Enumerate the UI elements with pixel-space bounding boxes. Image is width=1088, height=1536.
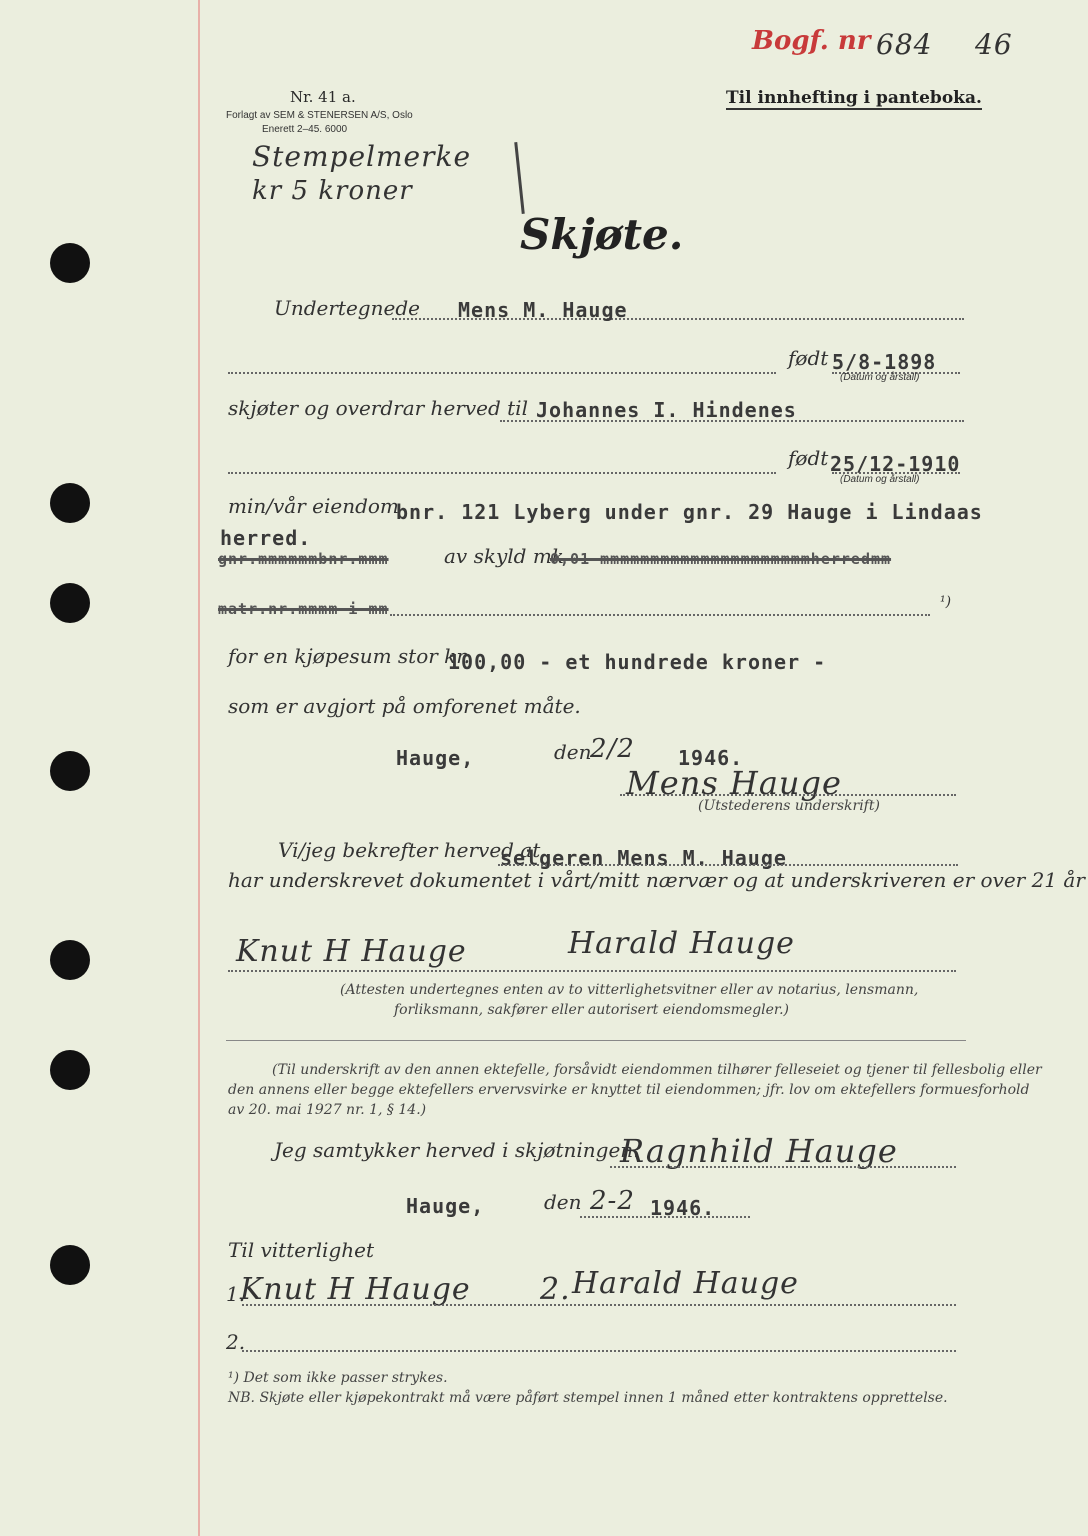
price-value: 100,00 - et hundrede kroner -	[448, 650, 827, 674]
footnote-2: NB. Skjøte eller kjøpekontrakt må være påført stempel innen 1 måned etter kontraktens opprettelse.	[228, 1390, 948, 1406]
attestation-label: Vi/jeg bekrefter herved at	[278, 838, 541, 862]
attestation-note-1: (Attesten undertegnes enten av to vitterlighetsvitner eller av notarius, lensmann,	[340, 982, 919, 998]
property-label: min/vår eiendom	[228, 494, 399, 518]
registration-number: 684	[876, 28, 933, 61]
undersigned-label: Undertegnede	[274, 296, 420, 320]
matr-line: matr.nr.mmmm i mm	[218, 600, 389, 618]
date-hint-2: (Datum og årstall)	[840, 474, 920, 485]
place-1: Hauge,	[396, 746, 475, 770]
punch-hole	[50, 940, 90, 980]
handwritten-bracket	[514, 142, 525, 214]
witness-signature-1: Knut H Hauge	[236, 934, 467, 969]
transfer-label: skjøter og overdrar herved til	[228, 396, 528, 420]
witness-1-signature: Knut H Hauge	[240, 1272, 471, 1307]
fill-line	[498, 864, 958, 866]
attestation-note-2: forliksmann, sakfører eller autorisert eiendomsmegler.)	[394, 1002, 789, 1018]
spouse-signature: Ragnhild Hauge	[620, 1132, 898, 1170]
consent-label: Jeg samtykker herved i skjøtningen.	[274, 1138, 640, 1162]
margin-line	[198, 0, 200, 1536]
fill-line	[580, 1216, 750, 1218]
date-hint-1: (Datum og årstall)	[840, 372, 920, 383]
born-label-2: født	[788, 446, 829, 470]
spouse-date-label: den	[544, 1190, 582, 1214]
date-label-1: den	[554, 740, 592, 764]
punch-hole	[50, 583, 90, 623]
issuer-signature: Mens Hauge	[626, 764, 842, 802]
property-value: bnr. 121 Lyberg under gnr. 29 Hauge i Lindaas	[396, 500, 983, 524]
property-continuation: herred.	[220, 526, 312, 550]
fill-line	[390, 614, 930, 616]
punch-hole	[50, 1245, 90, 1285]
footnote-1: ¹) Det som ikke passer strykes.	[228, 1370, 448, 1386]
stamp-note-line-1: Stempelmerke	[252, 140, 472, 173]
fill-line	[228, 472, 776, 474]
witness-number-2-inline: 2.	[540, 1272, 571, 1307]
spouse-place: Hauge,	[406, 1194, 485, 1218]
witness-2-signature: Harald Hauge	[572, 1266, 799, 1301]
witness-signature-2: Harald Hauge	[568, 926, 795, 961]
witness-number-1: 1.	[226, 1282, 246, 1306]
publisher-line-1: Forlagt av SEM & STENERSEN A/S, Oslo	[226, 110, 413, 121]
punch-hole	[50, 1050, 90, 1090]
fill-line	[242, 1304, 956, 1306]
fill-line	[242, 1350, 956, 1352]
divider	[226, 1040, 966, 1041]
spouse-note-3: av 20. mai 1927 nr. 1, § 14.)	[228, 1102, 427, 1118]
header-right-label: Til innhefting i panteboka.	[726, 88, 982, 108]
spouse-note-1: (Til underskrift av den annen ektefelle, forsåvidt eiendommen tilhører felleseiet og tjener til fellesbolig eller	[272, 1062, 1042, 1078]
year-1: 1946.	[678, 746, 744, 770]
signer-hint: (Utstederens underskrift)	[698, 798, 880, 814]
spouse-date: 2-2	[590, 1186, 635, 1216]
attestation-line-2: har underskrevet dokumentet i vårt/mitt nærvær og at underskriveren er over 21 år	[228, 868, 1085, 892]
witness-number-2: 2.	[226, 1330, 246, 1354]
punch-hole	[50, 751, 90, 791]
fill-line	[610, 1166, 956, 1168]
born-value-1: 5/8-1898	[832, 350, 937, 374]
undersigned-name: Mens M. Hauge	[458, 298, 628, 322]
born-label-1: født	[788, 346, 829, 370]
footnote-mark: ¹)	[940, 594, 952, 610]
fill-line	[228, 970, 956, 972]
date-1: 2/2	[590, 734, 635, 764]
fill-line	[620, 794, 956, 796]
price-label: for en kjøpesum stor kr.	[228, 644, 471, 668]
skyld-value: 0,01 mmmmmmmmmmmmmmmmmmmmmherredmm	[550, 550, 892, 568]
settled-label: som er avgjort på omforenet måte.	[228, 694, 581, 718]
document-title: Skjøte.	[520, 210, 684, 259]
born-value-2: 25/12-1910	[830, 452, 961, 476]
fill-line	[228, 372, 776, 374]
spouse-year: 1946.	[650, 1196, 716, 1220]
attestation-seller: selgeren Mens M. Hauge	[500, 846, 787, 870]
punch-hole	[50, 483, 90, 523]
witnesses-label: Til vitterlighet	[228, 1238, 375, 1262]
registration-year: 46	[975, 28, 1013, 61]
publisher-line-2: Enerett 2–45. 6000	[262, 124, 348, 135]
gnr-line: gnr.mmmmmmbnr.mmm	[218, 550, 389, 568]
spouse-note-2: den annens eller begge ektefellers ervervsvirke er knyttet til eiendommen; jfr. lov om ektefellers formuesforhold	[228, 1082, 1030, 1098]
stamp-note-line-2: kr 5 kroner	[252, 176, 413, 206]
registration-stamp: Bogf. nr	[752, 26, 871, 56]
skyld-label: av skyld mk	[444, 544, 564, 568]
recipient-name: Johannes I. Hindenes	[536, 398, 797, 422]
punch-hole	[50, 243, 90, 283]
form-number: Nr. 41 a.	[290, 88, 356, 106]
